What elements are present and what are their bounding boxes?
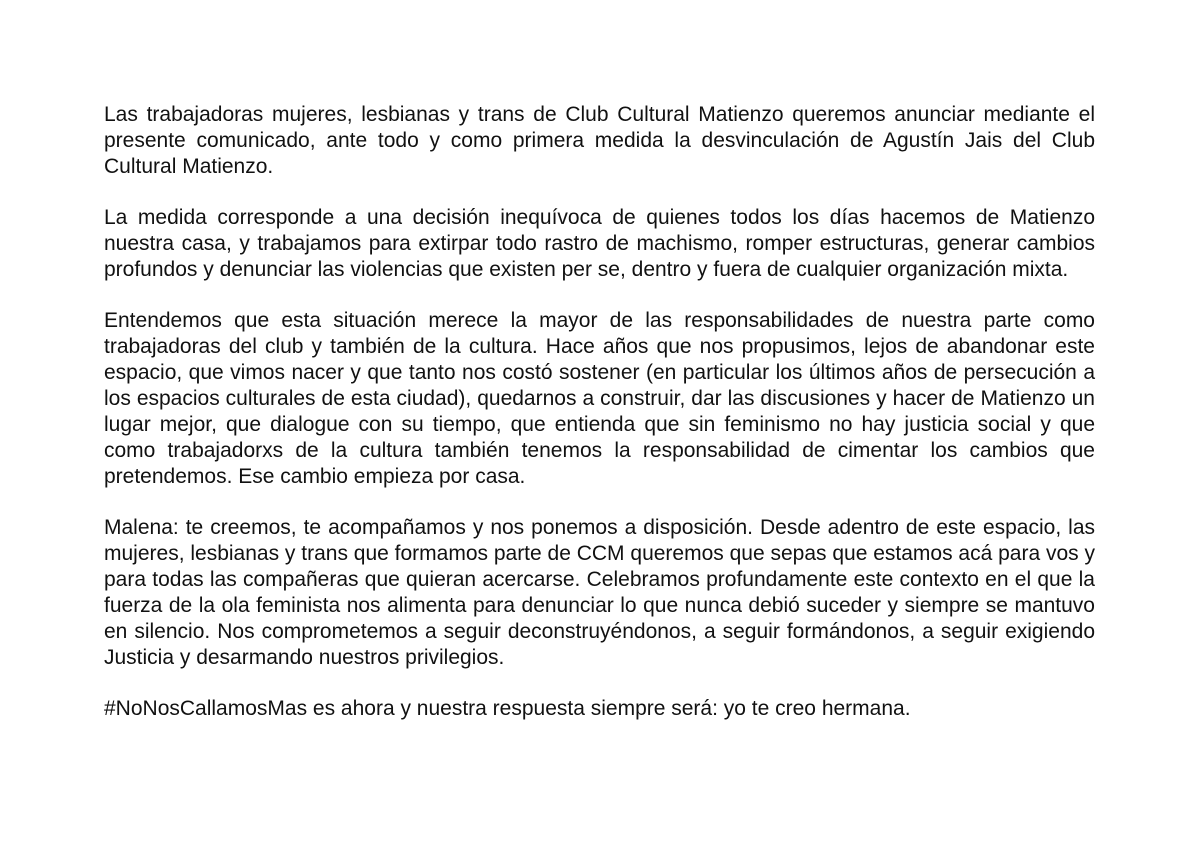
paragraph-decision: La medida corresponde a una decisión inequívoca de quienes todos los días hacemos de Matienzo nuestra casa, y trabajamos para extirpar todo rastro de machismo, romper estructuras, generar cambios profundos y denunciar las violencias que existen per se, dentro y fuera de cualquier organización mixta.	[104, 206, 1095, 282]
paragraph-responsibility: Entendemos que esta situación merece la mayor de las responsabilidades de nuestra parte como trabajadoras del club y también de la cultura. Hace años que nos propusimos, lejos de abandonar este espacio, que vimos nacer y que tanto nos costó sostener (en particular los últimos años de persecución a los espacios culturales de esta ciudad), quedarnos a construir, dar las discusiones y hacer de Matienzo un lugar mejor, que dialogue con su tiempo, que entienda que sin feminismo no hay justicia social y que como trabajadorxs de la cultura también tenemos la responsabilidad de cimentar los cambios que pretendemos. Ese cambio empieza por casa.	[104, 309, 1095, 488]
statement-document	[104, 102, 1095, 722]
paragraph-support: Malena: te creemos, te acompañamos y nos ponemos a disposición. Desde adentro de este espacio, las mujeres, lesbianas y trans que formamos parte de CCM queremos que sepas que estamos acá para vos y para todas las compañeras que quieran acercarse. Celebramos profundamente este contexto en el que la fuerza de la ola feminista nos alimenta para denunciar lo que nunca debió suceder y siempre se mantuvo en silencio. Nos comprometemos a seguir deconstruyéndonos, a seguir formándonos, a seguir exigiendo Justicia y desarmando nuestros privilegios.	[104, 516, 1095, 669]
paragraph-closing-hashtag: #NoNosCallamosMas es ahora y nuestra respuesta siempre será: yo te creo hermana.	[104, 697, 911, 721]
paragraph-announcement: Las trabajadoras mujeres, lesbianas y trans de Club Cultural Matienzo queremos anunciar mediante el presente comunicado, ante todo y como primera medida la desvinculación de Agustín Jais del Club Cultural Matienzo.	[104, 103, 1095, 178]
